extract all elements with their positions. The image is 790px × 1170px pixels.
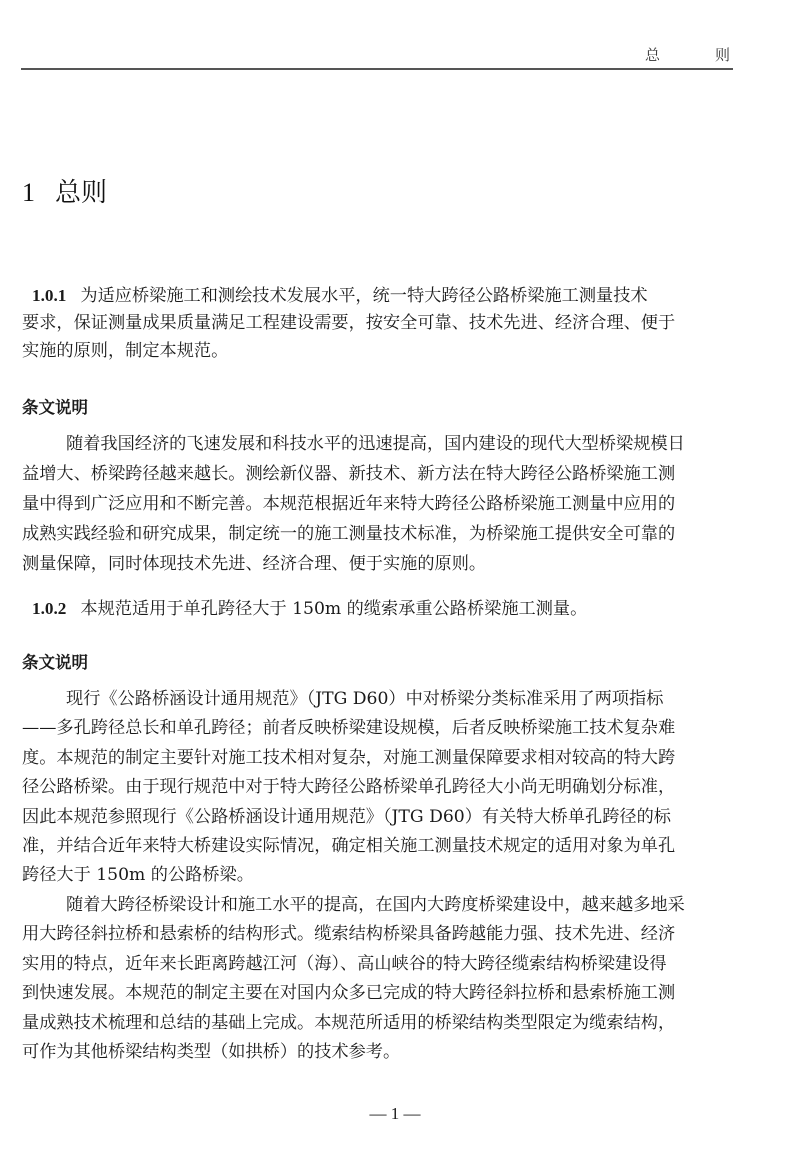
paragraph-line: 现行《公路桥涵设计通用规范》（JTG D60）中对桥梁分类标准采用了两项指标 bbox=[66, 689, 664, 709]
paragraph-line: 随着大跨径桥梁设计和施工水平的提高，在国内大跨度桥梁建设中，越来越多地采 bbox=[66, 895, 685, 915]
explanation-1-body bbox=[22, 430, 734, 580]
header-rule bbox=[21, 68, 733, 70]
clause-number: 1.0.1 bbox=[32, 286, 67, 305]
clause-line: 实施的原则，制定本规范。 bbox=[22, 341, 229, 361]
clause-1-0-2 bbox=[22, 594, 734, 623]
paragraph-line: 随着我国经济的飞速发展和科技水平的迅速提高，国内建设的现代大型桥梁规模日 bbox=[66, 434, 685, 454]
paragraph-line: 量成熟技术梳理和总结的基础上完成。本规范所适用的桥梁结构类型限定为缆索结构， bbox=[22, 1012, 676, 1033]
clause-line: 为适应桥梁施工和测绘技术发展水平，统一特大跨径公路桥梁施工测量技术 bbox=[80, 286, 648, 306]
chapter-heading bbox=[22, 172, 107, 209]
paragraph-line: 测量保障，同时体现技术先进、经济合理、便于实施的原则。 bbox=[22, 554, 487, 574]
paragraph-line: 准，并结合近年来特大桥建设实际情况，确定相关施工测量技术规定的适用对象为单孔 bbox=[22, 835, 676, 856]
explanation-label: 条文说明 bbox=[22, 398, 88, 417]
paragraph-line: 实用的特点，近年来长距离跨越江河（海）、高山峡谷的特大跨径缆索结构桥梁建设得 bbox=[22, 953, 667, 974]
clause-text: 本规范适用于单孔跨径大于 150m 的缆索承重公路桥梁施工测量。 bbox=[80, 599, 588, 619]
explanation-2-para-2 bbox=[22, 891, 734, 1067]
explanation-2-para-1 bbox=[22, 685, 734, 891]
paragraph-line: ——多孔跨径总长和单孔跨径；前者反映桥梁建设规模，后者反映桥梁施工技术复杂难 bbox=[22, 718, 676, 739]
explanation-1 bbox=[22, 393, 734, 422]
paragraph-line: 用大跨径斜拉桥和悬索桥的结构形式。缆索结构桥梁具备跨越能力强、技术先进、经济 bbox=[22, 924, 676, 945]
paragraph-line: 量中得到广泛应用和不断完善。本规范根据近年来特大跨径公路桥梁施工测量中应用的 bbox=[22, 494, 676, 514]
chapter-title: 总则 bbox=[55, 178, 108, 208]
paragraph-line: 度。本规范的制定主要针对施工技术相对复杂，对施工测量保障要求相对较高的特大跨 bbox=[22, 747, 676, 768]
clause-line: 要求，保证测量成果质量满足工程建设需要，按安全可靠、技术先进、经济合理、便于 bbox=[22, 313, 676, 333]
clause-1-0-1 bbox=[22, 281, 734, 366]
paragraph-line: 可作为其他桥梁结构类型（如拱桥）的技术参考。 bbox=[22, 1041, 401, 1062]
paragraph-line: 跨径大于 150m 的公路桥梁。 bbox=[22, 865, 254, 886]
page-number: — 1 — bbox=[369, 1104, 421, 1123]
paragraph-line: 成熟实践经验和研究成果，制定统一的施工测量技术标准，为桥梁施工提供安全可靠的 bbox=[22, 524, 676, 544]
clause-number: 1.0.2 bbox=[32, 599, 67, 618]
explanation-2 bbox=[22, 648, 734, 677]
explanation-label: 条文说明 bbox=[22, 653, 88, 672]
paragraph-line: 到快速发展。本规范的制定主要在对国内众多已完成的特大跨径斜拉桥和悬索桥施工测 bbox=[22, 983, 676, 1004]
running-head: 总 则 bbox=[644, 46, 750, 64]
paragraph-line: 径公路桥梁。由于现行规范中对于特大跨径公路桥梁单孔跨径大小尚无明确划分标准， bbox=[22, 777, 676, 798]
chapter-number: 1 bbox=[22, 178, 35, 207]
paragraph-line: 益增大、桥梁跨径越来越长。测绘新仪器、新技术、新方法在特大跨径公路桥梁施工测 bbox=[22, 464, 676, 484]
paragraph-line: 因此本规范参照现行《公路桥涵设计通用规范》（JTG D60）有关特大桥单孔跨径的标 bbox=[22, 806, 671, 827]
